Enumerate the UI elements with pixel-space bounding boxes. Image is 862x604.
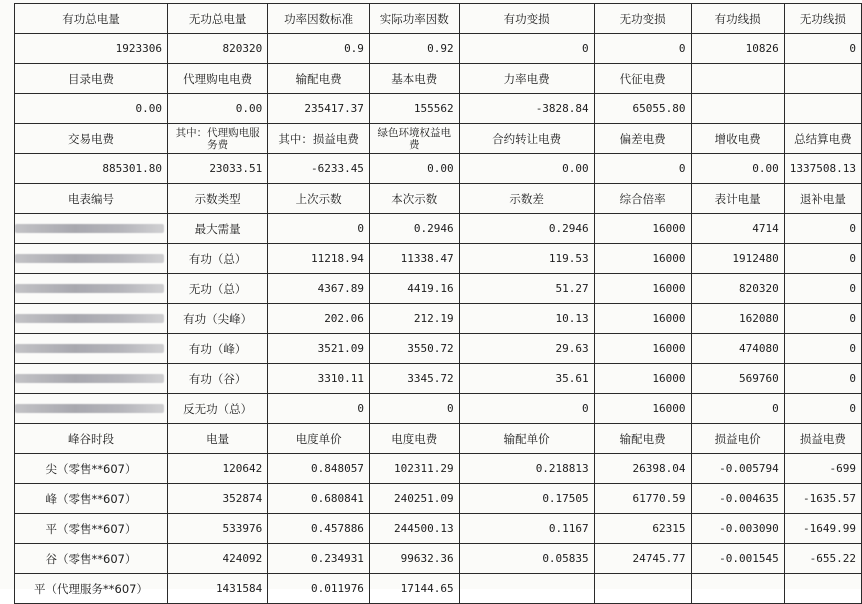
table-cell: 平（代理服务**607） [15, 574, 168, 604]
table-cell: 120642 [168, 454, 268, 484]
value-cell: 0 [784, 34, 861, 64]
table-cell: 最大需量 [168, 214, 268, 244]
value-cell: 155562 [369, 94, 459, 124]
redacted-meter-id [15, 394, 168, 424]
header-cell: 无功线损 [784, 4, 861, 34]
meter-row [15, 364, 862, 394]
header-cell: 无功总电量 [168, 4, 268, 34]
table-cell: 平（零售**607） [15, 514, 168, 544]
table-cell: 3521.09 [268, 334, 370, 364]
value-cell: 0.00 [691, 154, 784, 184]
summary-value-row-2 [15, 94, 862, 124]
header-cell: 输配电费 [594, 424, 691, 454]
table-cell: 4419.16 [369, 274, 459, 304]
redaction-bar [15, 374, 164, 383]
tou-row [15, 484, 862, 514]
table-cell: 0 [369, 394, 459, 424]
table-cell: 4367.89 [268, 274, 370, 304]
header-cell: 增收电费 [691, 124, 784, 154]
table-cell: 16000 [594, 214, 691, 244]
value-cell: 0.9 [268, 34, 370, 64]
value-cell: 820320 [168, 34, 268, 64]
table-cell: 0.457886 [268, 514, 370, 544]
meter-row [15, 334, 862, 364]
value-cell: 23033.51 [168, 154, 268, 184]
value-cell [784, 94, 861, 124]
table-cell: 820320 [691, 274, 784, 304]
table-cell: 11218.94 [268, 244, 370, 274]
table-cell: 212.19 [369, 304, 459, 334]
table-cell: 有功（总） [168, 244, 268, 274]
table-cell: 尖（零售**607） [15, 454, 168, 484]
header-cell: 总结算电费 [784, 124, 861, 154]
table-cell: 16000 [594, 334, 691, 364]
summary-header-row-1 [15, 4, 862, 34]
table-cell: 0.2946 [459, 214, 594, 244]
table-cell: 17144.65 [369, 574, 459, 604]
header-cell [691, 64, 784, 94]
header-cell: 力率电费 [459, 64, 594, 94]
table-cell: 3550.72 [369, 334, 459, 364]
value-cell [691, 94, 784, 124]
tou-header-row [15, 424, 862, 454]
table-cell: 24745.77 [594, 544, 691, 574]
bill-table [14, 3, 862, 604]
table-cell: 0.05835 [459, 544, 594, 574]
meter-row [15, 244, 862, 274]
value-cell: 0 [459, 34, 594, 64]
table-cell: 16000 [594, 274, 691, 304]
table-cell: 有功（峰） [168, 334, 268, 364]
table-cell: 0 [268, 394, 370, 424]
header-cell: 合约转让电费 [459, 124, 594, 154]
table-cell: 0 [784, 364, 861, 394]
table-cell: 0 [268, 214, 370, 244]
redaction-bar [15, 224, 164, 233]
header-cell: 综合倍率 [594, 184, 691, 214]
header-cell: 目录电费 [15, 64, 168, 94]
header-cell: 电度电费 [369, 424, 459, 454]
table-cell: -1635.57 [784, 484, 861, 514]
header-cell: 代征电费 [594, 64, 691, 94]
value-cell: 0.00 [15, 94, 168, 124]
value-cell: 0.00 [459, 154, 594, 184]
table-cell: 有功（尖峰） [168, 304, 268, 334]
table-cell: 119.53 [459, 244, 594, 274]
summary-header-row-3 [15, 124, 862, 154]
header-cell: 其中：代理购电服务费 [168, 124, 268, 154]
redacted-meter-id [15, 214, 168, 244]
table-cell: 102311.29 [369, 454, 459, 484]
value-cell: 0.00 [369, 154, 459, 184]
table-cell: 474080 [691, 334, 784, 364]
value-cell: 65055.80 [594, 94, 691, 124]
value-cell: 0.00 [168, 94, 268, 124]
table-cell: 0.1167 [459, 514, 594, 544]
table-cell: 424092 [168, 544, 268, 574]
value-cell: 1337508.13 [784, 154, 861, 184]
value-cell: 885301.80 [15, 154, 168, 184]
header-cell: 本次示数 [369, 184, 459, 214]
meter-row [15, 304, 862, 334]
table-cell: 569760 [691, 364, 784, 394]
header-cell [784, 64, 861, 94]
redacted-meter-id [15, 304, 168, 334]
table-cell: 0 [784, 244, 861, 274]
value-cell: 0 [594, 34, 691, 64]
table-cell: 99632.36 [369, 544, 459, 574]
header-cell: 绿色环境权益电费 [369, 124, 459, 154]
header-cell: 示数差 [459, 184, 594, 214]
meter-header-row [15, 184, 862, 214]
value-cell: 0 [594, 154, 691, 184]
table-cell: 0 [784, 394, 861, 424]
table-cell: 61770.59 [594, 484, 691, 514]
table-cell: 11338.47 [369, 244, 459, 274]
tou-row [15, 454, 862, 484]
header-cell: 有功线损 [691, 4, 784, 34]
tou-row [15, 544, 862, 574]
table-cell: 16000 [594, 304, 691, 334]
table-cell: 有功（谷） [168, 364, 268, 394]
table-cell: 峰（零售**607） [15, 484, 168, 514]
value-cell: 0.92 [369, 34, 459, 64]
header-cell: 其中：损益电费 [268, 124, 370, 154]
table-cell: -0.001545 [691, 544, 784, 574]
table-cell: -0.004635 [691, 484, 784, 514]
table-cell: 16000 [594, 244, 691, 274]
table-cell: 0 [784, 274, 861, 304]
table-cell: 202.06 [268, 304, 370, 334]
table-cell: 0 [784, 304, 861, 334]
table-cell: 3310.11 [268, 364, 370, 394]
header-cell: 峰谷时段 [15, 424, 168, 454]
header-cell: 基本电费 [369, 64, 459, 94]
header-cell: 无功变损 [594, 4, 691, 34]
header-cell: 输配单价 [459, 424, 594, 454]
table-cell: 1431584 [168, 574, 268, 604]
header-cell: 代理购电电费 [168, 64, 268, 94]
header-cell: 功率因数标准 [268, 4, 370, 34]
table-cell: 谷（零售**607） [15, 544, 168, 574]
redaction-bar [15, 254, 164, 263]
table-cell: 0 [784, 214, 861, 244]
tou-row [15, 514, 862, 544]
table-cell: 10.13 [459, 304, 594, 334]
table-cell: 0.17505 [459, 484, 594, 514]
header-cell: 实际功率因数 [369, 4, 459, 34]
header-cell: 偏差电费 [594, 124, 691, 154]
header-cell: 上次示数 [268, 184, 370, 214]
header-cell: 电量 [168, 424, 268, 454]
table-cell: -0.005794 [691, 454, 784, 484]
meter-row [15, 394, 862, 424]
header-cell: 有功总电量 [15, 4, 168, 34]
header-cell: 输配电费 [268, 64, 370, 94]
header-cell: 表计电量 [691, 184, 784, 214]
summary-value-row-3 [15, 154, 862, 184]
header-cell: 电表编号 [15, 184, 168, 214]
table-cell: 16000 [594, 364, 691, 394]
header-cell: 退补电量 [784, 184, 861, 214]
header-cell: 损益电费 [784, 424, 861, 454]
table-cell: 0 [459, 394, 594, 424]
summary-header-row-2 [15, 64, 862, 94]
table-cell: 29.63 [459, 334, 594, 364]
table-cell: 1912480 [691, 244, 784, 274]
table-cell: 0.2946 [369, 214, 459, 244]
table-cell: 0.848057 [268, 454, 370, 484]
table-cell: 0.011976 [268, 574, 370, 604]
table-cell: -0.003090 [691, 514, 784, 544]
table-cell: 62315 [594, 514, 691, 544]
header-cell: 有功变损 [459, 4, 594, 34]
table-cell: 51.27 [459, 274, 594, 304]
table-cell: 0.680841 [268, 484, 370, 514]
table-cell: 533976 [168, 514, 268, 544]
header-cell: 交易电费 [15, 124, 168, 154]
redaction-bar [15, 314, 164, 323]
table-cell: 4714 [691, 214, 784, 244]
table-cell: 352874 [168, 484, 268, 514]
redaction-bar [15, 284, 164, 293]
table-cell: 0.218813 [459, 454, 594, 484]
redacted-meter-id [15, 334, 168, 364]
value-cell: -6233.45 [268, 154, 370, 184]
table-cell: 240251.09 [369, 484, 459, 514]
table-cell: 0 [784, 334, 861, 364]
redacted-meter-id [15, 364, 168, 394]
table-cell: -1649.99 [784, 514, 861, 544]
redaction-bar [15, 344, 164, 353]
value-cell: 1923306 [15, 34, 168, 64]
table-cell: 0 [691, 394, 784, 424]
table-cell: 反无功（总） [168, 394, 268, 424]
table-cell: 16000 [594, 394, 691, 424]
table-cell: 244500.13 [369, 514, 459, 544]
redaction-bar [15, 404, 164, 413]
table-cell: 26398.04 [594, 454, 691, 484]
table-cell: 35.61 [459, 364, 594, 394]
value-cell: 10826 [691, 34, 784, 64]
redacted-meter-id [15, 244, 168, 274]
meter-row [15, 274, 862, 304]
summary-value-row-1 [15, 34, 862, 64]
table-cell: 0.234931 [268, 544, 370, 574]
table-cell: 无功（总） [168, 274, 268, 304]
table-cell: -655.22 [784, 544, 861, 574]
table-cell: 162080 [691, 304, 784, 334]
value-cell: 235417.37 [268, 94, 370, 124]
header-cell: 电度单价 [268, 424, 370, 454]
header-cell: 损益电价 [691, 424, 784, 454]
table-cell: 3345.72 [369, 364, 459, 394]
value-cell: -3828.84 [459, 94, 594, 124]
header-cell: 示数类型 [168, 184, 268, 214]
redacted-meter-id [15, 274, 168, 304]
meter-row [15, 214, 862, 244]
table-cell: -699 [784, 454, 861, 484]
